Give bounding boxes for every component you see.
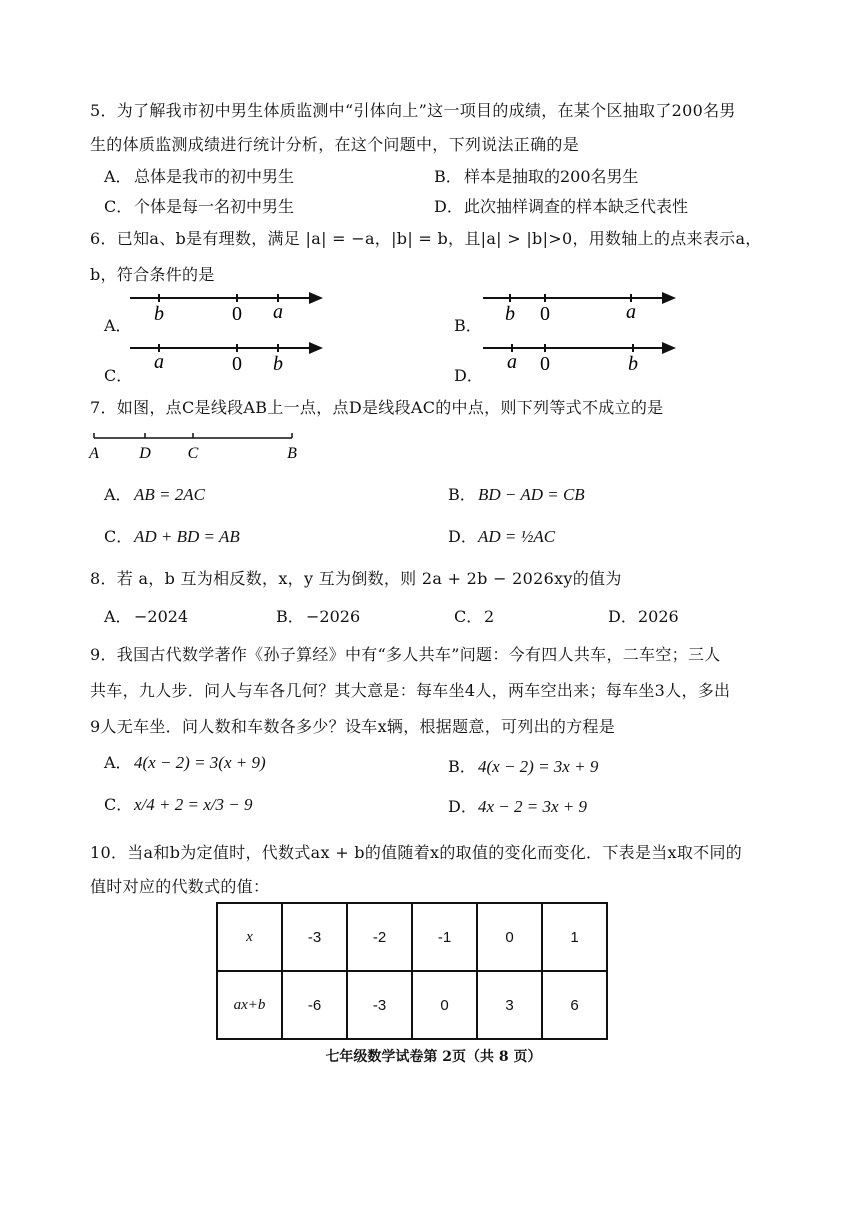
option-text: −2026 [306, 607, 361, 626]
q9-line1: 9．我国古代数学著作《孙子算经》中有“多人共车”问题：今有四人共车，二车空；三人 [90, 645, 721, 664]
q6-option-c-label[interactable]: C． [104, 366, 133, 385]
q6-option-c-number-line [125, 338, 330, 378]
q9-line2: 共车，九人步．问人与车各几何？其大意是：每车坐4人，两车空出来；每车坐3人，多出 [90, 681, 731, 700]
table-cell: 6 [542, 971, 607, 1039]
q9-option-b[interactable] [448, 754, 598, 777]
point-label: b [154, 303, 164, 325]
q7-line1: 7．如图，点C是线段AB上一点，点D是线段AC的中点，则下列等式不成立的是 [90, 398, 664, 417]
q10-line1: 10．当a和b为定值时，代数式ax + b的值随着x的取值的变化而变化．下表是当x取不同的 [90, 843, 743, 862]
point-label: b [505, 303, 515, 325]
table-cell: 3 [477, 971, 542, 1039]
q6-option-d-number-line [478, 338, 683, 378]
option-text: x/4 + 2 = x/3 − 9 [134, 795, 253, 814]
point-label: A [89, 445, 99, 462]
point-label: b [273, 353, 283, 375]
option-text: 此次抽样调查的样本缺乏代表性 [464, 197, 689, 216]
q5-option-d[interactable] [434, 194, 688, 217]
q6-option-d-label[interactable]: D． [454, 366, 483, 385]
option-label: A． [104, 753, 132, 772]
point-label: a [507, 351, 517, 373]
q9-option-a[interactable] [104, 750, 266, 773]
q7-option-a[interactable] [104, 482, 205, 505]
axis-arrow [662, 342, 676, 354]
option-text: 总体是我市的初中男生 [134, 167, 295, 186]
option-text: −2024 [134, 607, 189, 626]
q6-option-b-number-line [478, 288, 683, 328]
q5-option-b[interactable] [434, 164, 639, 187]
option-text: BD − AD = CB [478, 485, 585, 504]
origin-label: 0 [540, 353, 550, 375]
q5-line1: 5．为了解我市初中男生体质监测中“引体向上”这一项目的成绩，在某个区抽取了200名男 [90, 101, 736, 120]
point-label: a [273, 301, 283, 323]
point-label: B [287, 445, 297, 462]
q5-option-a[interactable] [104, 164, 294, 187]
option-label: B． [434, 167, 462, 186]
option-text: AD = ½AC [478, 527, 556, 546]
table-row [217, 971, 607, 1039]
q7-option-c[interactable] [104, 524, 240, 547]
axis-arrow [309, 342, 323, 354]
option-text: 样本是抽取的200名男生 [464, 167, 639, 186]
option-label: A． [104, 485, 132, 504]
option-text: 2026 [638, 607, 679, 626]
option-text: AB = 2AC [134, 485, 205, 504]
table-cell: -1 [412, 903, 477, 971]
q6-line1: 6．已知a、b是有理数，满足 |a| = −a，|b| = b，且|a| > |b|>0，用数轴上的点来表示a， [90, 229, 762, 248]
table-cell: -6 [282, 971, 347, 1039]
q8-option-c[interactable] [454, 604, 494, 627]
q5-line2: 生的体质监测成绩进行统计分析，在这个问题中，下列说法正确的是 [90, 135, 580, 154]
q8-option-d[interactable] [608, 604, 679, 627]
table-row [217, 903, 607, 971]
axis-arrow [662, 292, 676, 304]
q7-segment-diagram [84, 426, 314, 466]
q7-option-d[interactable] [448, 524, 555, 547]
option-label: D． [448, 797, 477, 816]
q8-option-b[interactable] [276, 604, 360, 627]
q6-option-a-label[interactable]: A． [104, 316, 132, 335]
option-label: C． [104, 197, 133, 216]
table-cell: -3 [347, 971, 412, 1039]
option-text: 4x − 2 = 3x + 9 [478, 797, 588, 816]
table-header-cell: x [217, 903, 282, 971]
point-label: a [626, 301, 636, 323]
point-label: D [139, 445, 151, 462]
origin-label: 0 [232, 353, 242, 375]
option-label: B． [276, 607, 304, 626]
q7-option-b[interactable] [448, 482, 585, 505]
option-label: C． [104, 795, 133, 814]
q6-option-b-label[interactable]: B． [454, 316, 482, 335]
page-footer: 七年级数学试卷第 2页（共 8 页） [325, 1049, 542, 1065]
option-label: D． [448, 527, 477, 546]
option-text: 个体是每一名初中男生 [134, 197, 295, 216]
option-label: C． [104, 527, 133, 546]
option-text: AD + BD = AB [134, 527, 240, 546]
q6-option-a-number-line [125, 288, 330, 328]
q9-line3: 9人无车坐．问人数和车数各多少？设车x辆，根据题意，可列出的方程是 [90, 717, 616, 736]
point-label: C [187, 445, 199, 462]
table-cell: 0 [412, 971, 477, 1039]
table-cell: 0 [477, 903, 542, 971]
option-text: 4(x − 2) = 3(x + 9) [134, 753, 266, 772]
option-text: 4(x − 2) = 3x + 9 [478, 757, 599, 776]
option-label: D． [608, 607, 637, 626]
option-text: 2 [484, 607, 495, 626]
table-cell: -2 [347, 903, 412, 971]
table-cell: 1 [542, 903, 607, 971]
axis-arrow [309, 292, 323, 304]
q5-option-c[interactable] [104, 194, 294, 217]
option-label: B． [448, 757, 476, 776]
q6-line2: b，符合条件的是 [90, 265, 215, 284]
option-label: D． [434, 197, 463, 216]
point-label: a [154, 351, 164, 373]
q8-line1: 8．若 a，b 互为相反数，x，y 互为倒数，则 2a + 2b − 2026xy的值为 [90, 569, 622, 588]
origin-label: 0 [540, 303, 550, 325]
table-header-cell: ax+b [217, 971, 282, 1039]
q9-option-c[interactable] [104, 792, 252, 815]
q10-value-table [216, 902, 608, 1040]
option-label: A． [104, 607, 132, 626]
option-label: A． [104, 167, 132, 186]
q8-option-a[interactable] [104, 604, 188, 627]
table-cell: -3 [282, 903, 347, 971]
origin-label: 0 [232, 303, 242, 325]
q9-option-d[interactable] [448, 794, 587, 817]
option-label: C． [454, 607, 483, 626]
option-label: B． [448, 485, 476, 504]
q10-line2: 值时对应的代数式的值： [90, 877, 270, 896]
point-label: b [628, 353, 638, 375]
